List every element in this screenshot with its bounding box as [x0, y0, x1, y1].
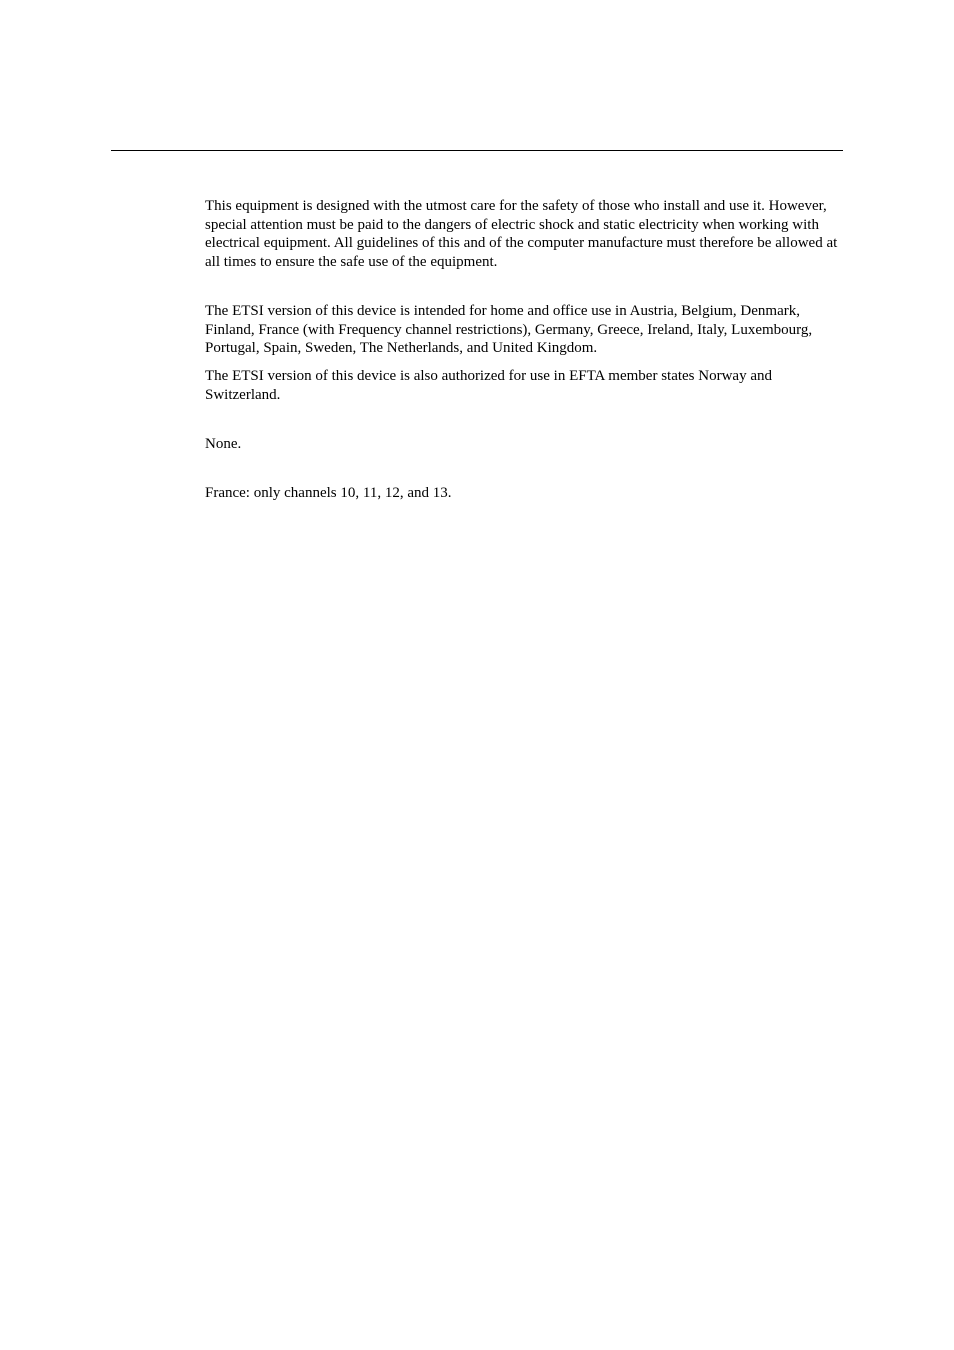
safety-paragraph: This equipment is designed with the utmost care for the safety of those who install and use it. However, special attention must be paid to the dangers of electric shock and static electricity when working with electrical equipment. All guidelines of this and of the computer manufacture must therefore be allowed at all times to ensure the safe use of the equipment.: [205, 198, 838, 270]
france-channels-paragraph: France: only channels 10, 11, 12, and 13.: [205, 485, 452, 501]
restrictions-none-paragraph: None.: [205, 436, 242, 452]
header-rule: [111, 150, 843, 151]
etsi-countries-paragraph: The ETSI version of this device is intended for home and office use in Austria, Belgium, Denmark, Finland, France (with Frequency channel restrictions), Germany, Greece, Ireland, Italy, Luxembourg, Portugal, Spain, Sweden, The Netherlands, and United Kingdom.: [205, 303, 813, 357]
etsi-efta-paragraph: The ETSI version of this device is also authorized for use in EFTA member states Norway and Switzerland.: [205, 368, 772, 403]
